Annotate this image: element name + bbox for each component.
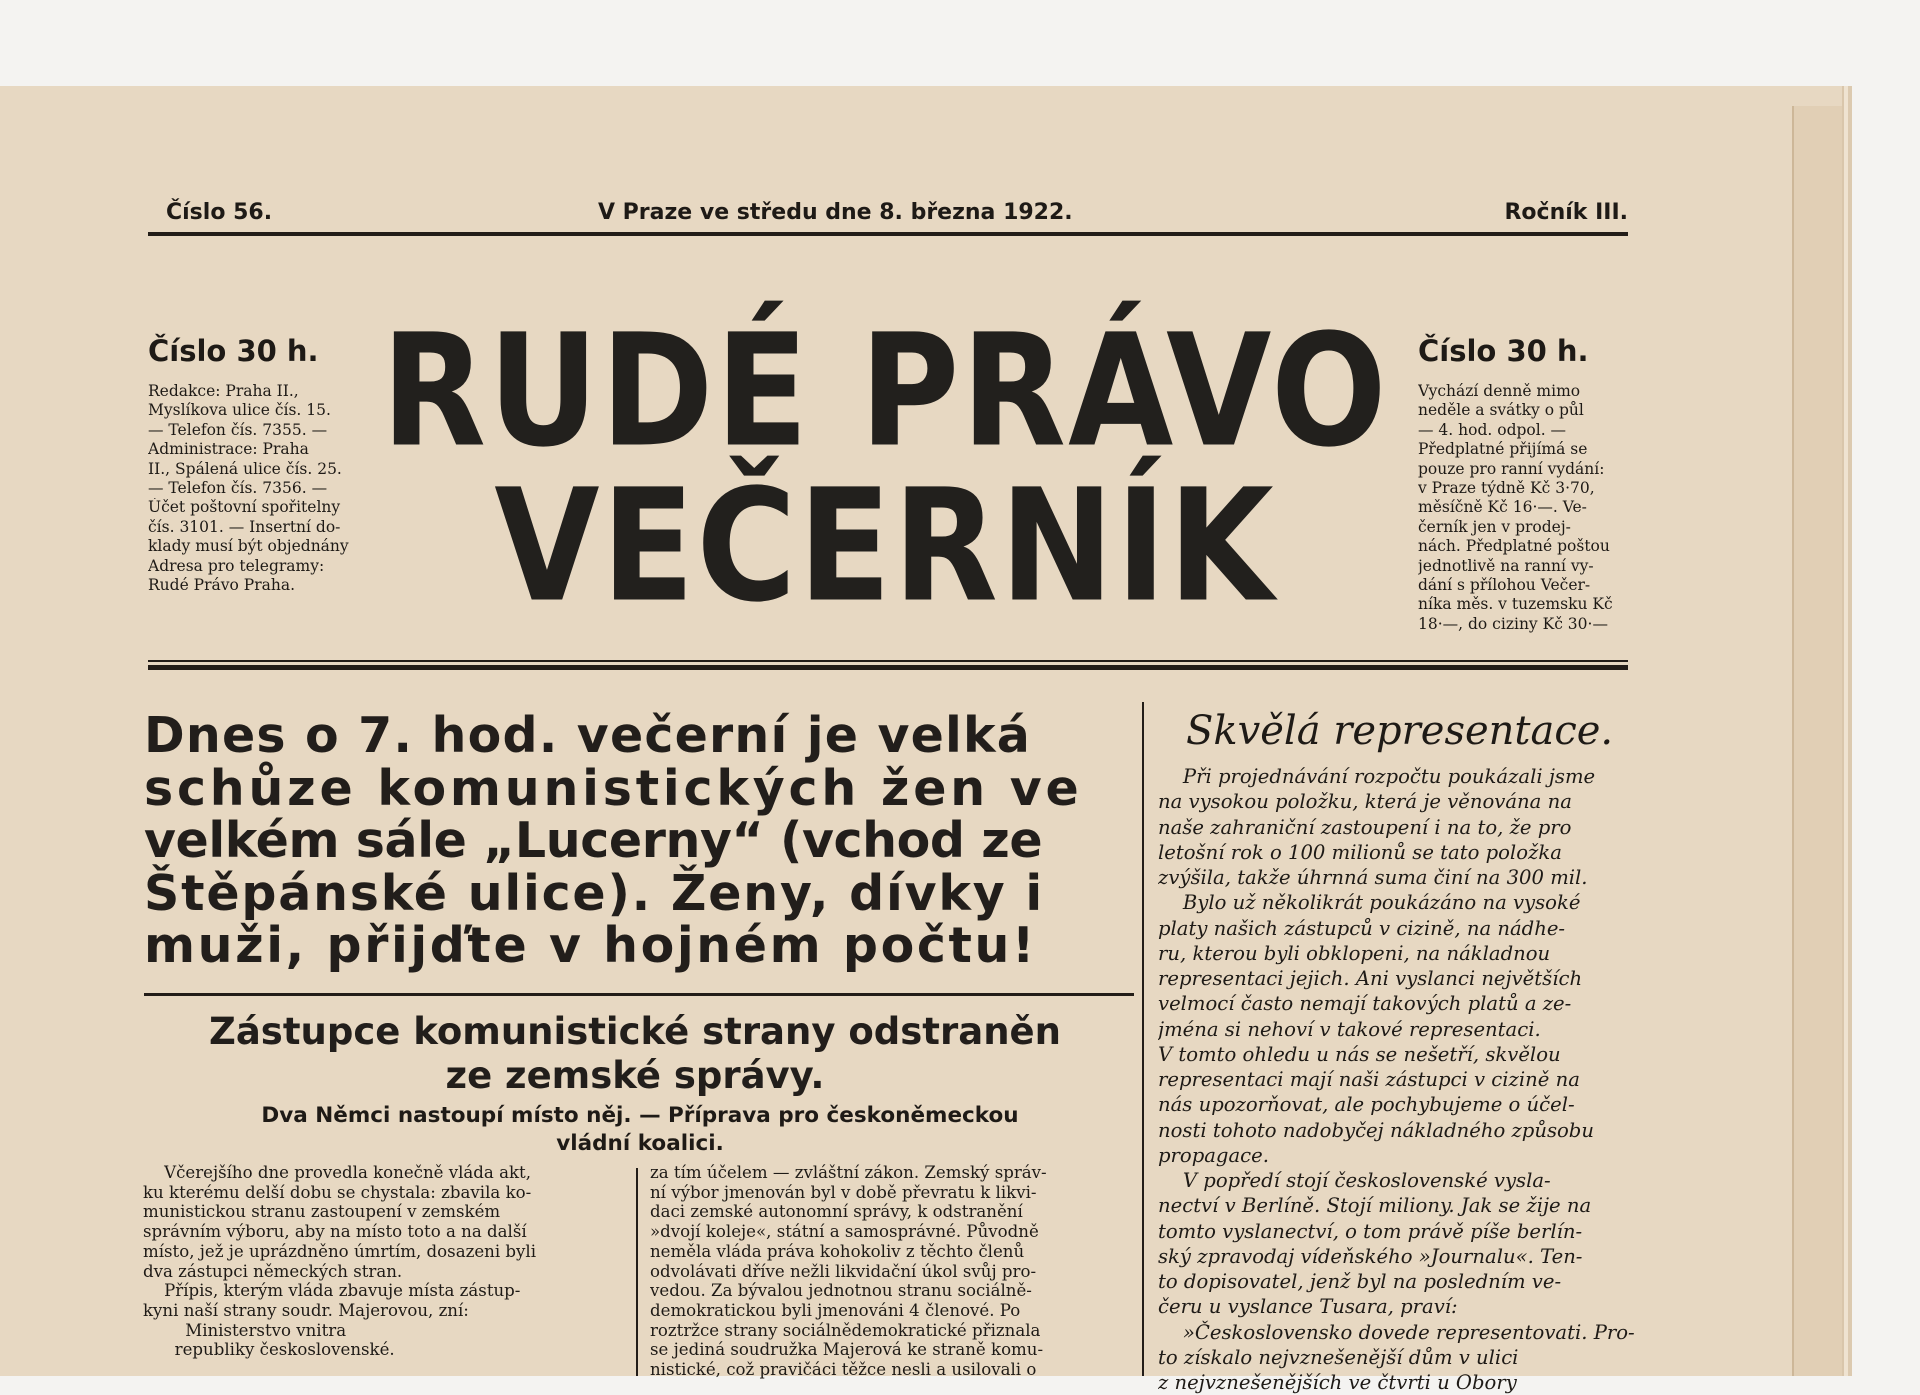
left-ear-line: Účet poštovní spořitelny <box>148 498 341 517</box>
right-ear-line: níka měs. v tuzemsku Kč <box>1418 595 1613 614</box>
right-article-line: zvýšila, takže úhrnná suma činí na 300 mil. <box>1158 866 1588 889</box>
right-ear-line: nách. Předplatné poštou <box>1418 537 1610 556</box>
right-article-line: ru, kterou byli obklopeni, na nákladnou <box>1158 941 1551 965</box>
right-ear-line: Vychází denně mimo <box>1418 382 1581 400</box>
left-ear-line: Adresa pro telegramy: <box>148 556 325 575</box>
dateline: V Praze ve středu dne 8. března 1922. <box>598 200 1073 225</box>
right-ear-line: dání s přílohou Večer- <box>1418 576 1591 595</box>
right-article-line: na vysokou položku, která je věnována na <box>1158 790 1572 814</box>
volume-number: Ročník III. <box>1504 200 1628 225</box>
main-headline <box>144 707 1128 974</box>
masthead-line-2: VEČERNÍK <box>494 456 1276 638</box>
article-title-line-2: ze zemské správy. <box>445 1054 825 1097</box>
headline-line: Dnes o 7. hod. večerní je velká <box>144 707 1032 764</box>
article-text-line: munistickou stranu zastoupení v zemském <box>143 1202 501 1222</box>
article-text-line: dva zástupci německých stran. <box>143 1261 403 1281</box>
column-divider <box>636 1168 638 1376</box>
right-article-line: propagace. <box>1158 1143 1269 1167</box>
article-text-line: neměla vláda práva kohokoliv z těchto členů <box>650 1241 1025 1261</box>
article-column-1 <box>143 1163 623 1360</box>
article-text-line: ní výbor jmenován byl v době převratu k likvi- <box>650 1182 1037 1202</box>
right-article-line: »Československo dovede representovati. Pro- <box>1158 1320 1635 1344</box>
article-text-line: »dvojí koleje«, státní a samosprávné. Původně <box>650 1222 1039 1242</box>
article-text-line: Přípis, kterým vláda zbavuje místa zástup- <box>143 1281 521 1301</box>
right-ear-line: v Praze týdně Kč 3·70, <box>1418 479 1595 498</box>
left-ear-line: čís. 3101. — Insertní do- <box>148 517 341 536</box>
right-article-line: nás upozorňovat, ale pochybujeme o účel- <box>1158 1093 1575 1117</box>
vertical-divider <box>1142 702 1144 1376</box>
left-ear-line: — Telefon čís. 7355. — <box>148 420 328 439</box>
article-deck-line-2: vládní koalici. <box>556 1131 724 1156</box>
article-text-line: vedou. Za bývalou jednotnou stranu sociálně- <box>650 1281 1032 1301</box>
right-article-line: naše zahraniční zastoupení i na to, že pro <box>1158 815 1572 839</box>
masthead-rule-thin <box>148 660 1628 662</box>
right-ear <box>1418 334 1630 634</box>
article-text-line: nistické, což pravičáci těžce nesli a usilovali o <box>650 1360 1037 1380</box>
article-text-line: správním výboru, aby na místo toto a na další <box>143 1222 527 1242</box>
article-text-line: roztržce strany sociálnědemokratické přiznala <box>650 1320 1041 1340</box>
right-article-line: to získalo nejvznešenější dům v ulici <box>1158 1345 1519 1369</box>
article-text-line: republiky československé. <box>143 1340 395 1360</box>
right-article-line: representaci mají naši zástupci v cizině na <box>1158 1068 1580 1091</box>
right-ear-line: černík jen v prodej- <box>1418 517 1571 536</box>
right-article-line: platy našich zástupců v cizině, na nádhe- <box>1158 916 1566 940</box>
left-ear-line: Myslíkova ulice čís. 15. <box>148 401 331 420</box>
right-article-body <box>1158 764 1638 1395</box>
right-article-line: tomto vyslanectví, o tom právě píše berlín- <box>1158 1219 1583 1243</box>
right-article-title: Skvělá representace. <box>1186 708 1614 754</box>
right-article-line: V tomto ohledu u nás se nešetří, skvělou <box>1158 1042 1561 1066</box>
article-text-line: odvolávati dříve nežli likvidační úkol svůj pro- <box>650 1261 1037 1281</box>
dateline-bar <box>148 200 1628 232</box>
left-ear-line: II., Spálená ulice čís. 25. <box>148 459 342 478</box>
article-column-2 <box>650 1163 1130 1380</box>
article-text-line: místo, jež je uprázdněno úmrtím, dosazeni byli <box>143 1241 537 1261</box>
left-ear-line: Redakce: Praha II., <box>148 382 299 400</box>
right-ear-line: 18·—, do ciziny Kč 30·— <box>1418 614 1608 633</box>
right-article-line: velmocí často nemají takových platů a ze- <box>1158 992 1572 1016</box>
article-text-line: se jediná soudružka Majerová ke straně komu- <box>650 1340 1044 1360</box>
right-article-line: čeru u vyslance Tusara, praví: <box>1158 1295 1458 1319</box>
issue-number: Číslo 56. <box>166 200 273 225</box>
page-edge <box>1792 106 1842 1376</box>
headline-line: muži, přijďte v hojném počtu! <box>144 917 1037 974</box>
article-text-line: ku kterému delší dobu se chystala: zbavila ko- <box>143 1182 532 1202</box>
right-article-line: letošní rok o 100 milionů se tato položka <box>1158 840 1562 864</box>
left-ear-line: klady musí být objednány <box>148 537 349 556</box>
left-ear-price: Číslo 30 h. <box>148 334 319 368</box>
top-rule <box>148 232 1628 236</box>
left-ear-line: — Telefon čís. 7356. — <box>148 479 328 498</box>
right-ear-price: Číslo 30 h. <box>1418 334 1589 368</box>
headline-line: Štěpánské ulice). Ženy, dívky i <box>144 864 1044 922</box>
right-ear-line: neděle a svátky o půl <box>1418 401 1584 420</box>
article-text-line: Ministerstvo vnitra <box>143 1320 347 1340</box>
right-article-line: jména si nehoví v takové representaci. <box>1158 1017 1541 1041</box>
right-ear-line: Předplatné přijímá se <box>1418 440 1588 459</box>
right-article-line: V popředí stojí československé vysla- <box>1158 1169 1551 1192</box>
article-text-line: kyni naší strany soudr. Majerovou, zní: <box>143 1300 469 1320</box>
article-text-line: Včerejšího dne provedla konečně vláda akt, <box>143 1163 531 1182</box>
right-article-line: Při projednávání rozpočtu poukázali jsme <box>1158 765 1596 788</box>
right-article-line: representaci jejich. Ani vyslanci největších <box>1158 967 1583 990</box>
right-ear-text <box>1418 382 1630 634</box>
article-text-line: demokratickou byli jmenováni 4 členové. Po <box>650 1300 1021 1320</box>
right-article-line: nectví v Berlíně. Stojí miliony. Jak se žije na <box>1158 1194 1592 1218</box>
right-ear-line: měsíčně Kč 16·—. Ve- <box>1418 498 1587 517</box>
article-text-line: daci zemské autonomní správy, k odstranění <box>650 1202 1023 1222</box>
left-ear-line: Administrace: Praha <box>148 440 309 459</box>
article-title-line-1: Zástupce komunistické strany odstraněn <box>209 1010 1061 1053</box>
left-ear-text <box>148 382 360 595</box>
masthead-rule-thick <box>148 665 1628 670</box>
article-text-line: za tím účelem — zvláštní zákon. Zemský správ- <box>650 1163 1047 1182</box>
left-ear-line: Rudé Právo Praha. <box>148 576 296 595</box>
headline-line: schůze komunistických žen ve <box>144 759 1083 817</box>
article-deck-line-1: Dva Němci nastoupí místo něj. — Příprava pro českoněmeckou <box>261 1103 1019 1128</box>
masthead-line-1: RUDÉ PRÁVO <box>381 301 1389 483</box>
right-article-line: z nejvznešenějších ve čtvrti u Obory <box>1158 1371 1517 1394</box>
right-ear-line: jednotlivě na ranní vy- <box>1418 556 1594 575</box>
right-ear-line: pouze pro ranní vydání: <box>1418 459 1605 478</box>
right-article-line: to dopisovatel, jenž byl na posledním ve- <box>1158 1270 1562 1293</box>
right-ear-line: — 4. hod. odpol. — <box>1418 420 1567 439</box>
headline-line: velkém sále „Lucerny“ (vchod ze <box>144 812 1043 869</box>
right-article-line: Bylo už několikrát poukázáno na vysoké <box>1158 891 1581 915</box>
headline-rule <box>144 993 1134 996</box>
right-article-line: ský zpravodaj vídeňského »Journalu«. Ten- <box>1158 1244 1583 1268</box>
right-article-line: nosti tohoto nadobyčej nákladného způsobu <box>1158 1118 1594 1142</box>
left-ear <box>148 334 360 595</box>
